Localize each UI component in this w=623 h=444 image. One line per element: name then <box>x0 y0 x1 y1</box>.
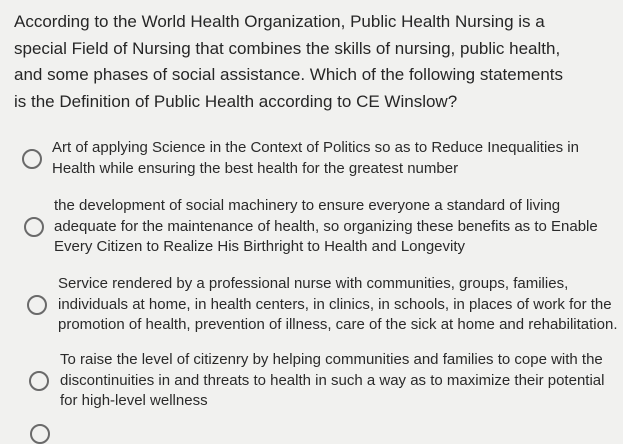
option-4-text[interactable] <box>60 350 604 412</box>
question-line: According to the World Health Organization, Public Health Nursing is a <box>14 12 545 31</box>
option-1-text[interactable] <box>52 138 579 179</box>
question-line: special Field of Nursing that combines the skills of nursing, public health, <box>14 38 561 58</box>
option-2-text[interactable] <box>54 196 598 258</box>
option-line: Art of applying Science in the Context of Politics so as to Reduce Inequalities in <box>52 139 579 156</box>
question-text <box>14 9 574 115</box>
radio-button-option-5-partial[interactable] <box>30 424 50 444</box>
option-line: promotion of health, prevention of illness, care of the sick at home and rehabilitation. <box>58 316 618 333</box>
radio-button-option-1[interactable] <box>22 149 42 169</box>
question-line: and some phases of social assistance. Which of the following statements <box>14 65 564 84</box>
radio-button-option-3[interactable] <box>27 295 47 315</box>
option-3-text[interactable] <box>58 274 618 336</box>
option-line: discontinuities in and threats to health in such a way as to maximize their potential <box>60 371 605 389</box>
option-line: individuals at home, in health centers, in clinics, in schools, in places of work for the <box>58 295 612 313</box>
option-line: for high-level wellness <box>60 392 208 409</box>
option-line: adequate for the maintenance of health, so organizing these benefits as to Enable <box>54 217 598 235</box>
option-line: the development of social machinery to ensure everyone a standard of living <box>54 197 561 214</box>
radio-button-option-4[interactable] <box>29 371 49 391</box>
option-line: To raise the level of citizenry by helping communities and families to cope with the <box>60 351 603 368</box>
question-line: is the Definition of Public Health according to CE Winslow? <box>14 91 458 111</box>
radio-button-option-2[interactable] <box>24 217 44 237</box>
option-line: Every Citizen to Realize His Birthright to Health and Longevity <box>54 238 466 255</box>
option-line: Service rendered by a professional nurse with communities, groups, families, <box>58 275 569 292</box>
option-line: Health while ensuring the best health for the greatest number <box>52 159 459 177</box>
